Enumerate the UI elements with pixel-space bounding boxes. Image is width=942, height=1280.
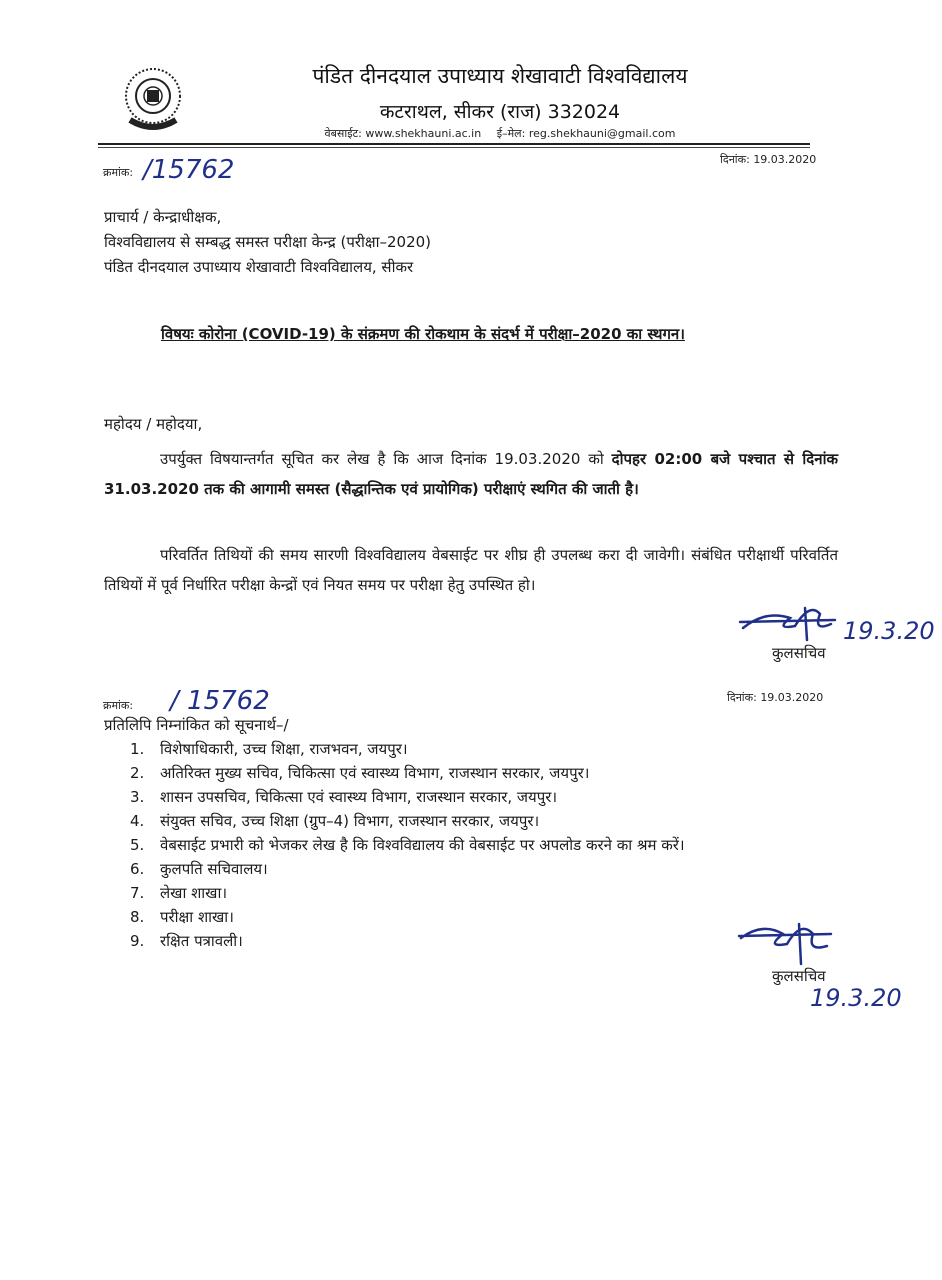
address-line: प्राचार्य / केन्द्राधीक्षक, <box>104 208 222 226</box>
contact-line <box>230 126 770 141</box>
list-item: 7. लेखा शाखा। <box>130 884 228 902</box>
list-item: 4. संयुक्त सचिव, उच्च शिक्षा (ग्रुप–4) विभाग, राजस्थान सरकार, जयपुर। <box>130 812 540 830</box>
para1-text: उपर्युक्त विषयान्तर्गत सूचित कर लेख है कि आज दिनांक 19.03.2020 को <box>160 450 612 468</box>
address-line: पंडित दीनदयाल उपाध्याय शेखावाटी विश्वविद्यालय, सीकर <box>104 258 414 276</box>
header-rule-thin <box>98 147 810 148</box>
copy-date <box>727 690 823 705</box>
list-item: 8. परीक्षा शाखा। <box>130 908 234 926</box>
para1-bold-text: दोपहर 02:00 बजे पश्चात से दिनांक 31.03.2020 तक की आगामी समस्त (सैद्धान्तिक एवं प्रायोगिक) परीक्षाएं स्थगित की जाती है। <box>104 450 838 498</box>
university-name: पंडित दीनदयाल उपाध्याय शेखावाटी विश्वविद्यालय <box>312 64 688 88</box>
subject-line: विषयः कोरोना (COVID-19) के संक्रमण की रोकथाम के संदर्भ में परीक्षा–2020 का स्थगन। <box>161 325 685 343</box>
address-line: विश्वविद्यालय से सम्बद्ध समस्त परीक्षा केन्द्र (परीक्षा–2020) <box>104 233 432 251</box>
copy-heading: प्रतिलिपि निम्नांकित को सूचनार्थ–/ <box>104 716 289 734</box>
list-item: 5. वेबसाईट प्रभारी को भेजकर लेख है कि विश्वविद्यालय की वेबसाईट पर अपलोड करने का श्रम करें। <box>130 836 685 854</box>
letter-date <box>720 152 816 167</box>
copy-date-value: 19.03.2020 <box>760 691 824 704</box>
copy-designation: कुलसचिव <box>772 967 826 985</box>
salutation: महोदय / महोदया, <box>104 415 203 433</box>
signature-date: 19.3.20 <box>843 617 935 645</box>
email-text[interactable]: ई–मेल: reg.shekhauni@gmail.com <box>496 127 676 140</box>
date-value: 19.03.2020 <box>753 153 817 166</box>
designation: कुलसचिव <box>772 644 826 662</box>
para2-text: परिवर्तित तिथियों की समय सारणी विश्वविद्यालय वेबसाईट पर शीघ्र ही उपलब्ध करा दी जावेगी। संबंधित परीक्षार्थी परिवर्तित तिथियों में पूर्व निर्धारित परीक्षा केन्द्रों एवं नियत समय पर परीक्षा हेतु उपस्थित हो। <box>104 546 838 594</box>
signature-icon <box>735 918 845 968</box>
website-text[interactable]: वेबसाईट: www.shekhauni.ac.in <box>324 127 482 140</box>
ref-label: क्रमांक: <box>103 166 134 179</box>
copy-list <box>130 737 840 953</box>
copy-ref-number-handwritten: / 15762 <box>170 686 270 716</box>
university-address: कटराथल, सीकर (राज) 332024 <box>379 101 621 123</box>
ref-number-handwritten: /15762 <box>143 155 235 185</box>
list-item: 9. रक्षित पत्रावली। <box>130 932 243 950</box>
body-paragraph-1 <box>104 444 838 504</box>
university-seal-icon <box>118 62 188 134</box>
list-item: 1. विशेषाधिकारी, उच्च शिक्षा, राजभवन, जयपुर। <box>130 740 408 758</box>
copy-date-label: दिनांक: <box>727 691 757 704</box>
date-label: दिनांक: <box>720 153 750 166</box>
signature-icon <box>735 596 845 646</box>
list-item: 3. शासन उपसचिव, चिकित्सा एवं स्वास्थ्य विभाग, राजस्थान सरकार, जयपुर। <box>130 788 558 806</box>
list-item: 6. कुलपति सचिवालय। <box>130 860 268 878</box>
header-rule <box>98 143 810 145</box>
copy-ref-label: क्रमांक: <box>103 699 134 712</box>
body-paragraph-2 <box>104 540 838 600</box>
copy-signature-date: 19.3.20 <box>810 984 902 1012</box>
list-item: 2. अतिरिक्त मुख्य सचिव, चिकित्सा एवं स्वास्थ्य विभाग, राजस्थान सरकार, जयपुर। <box>130 764 590 782</box>
